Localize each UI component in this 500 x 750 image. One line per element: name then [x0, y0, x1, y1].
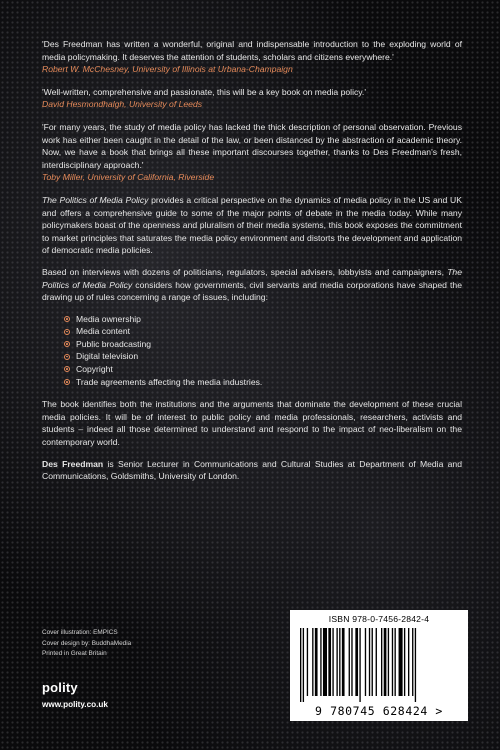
quote-attribution: Toby Miller, University of California, Riverside — [42, 172, 215, 183]
review-quote — [42, 38, 462, 76]
publisher-block — [42, 680, 108, 709]
cover-credits — [42, 628, 131, 660]
publisher-url: www.polity.co.uk — [42, 700, 108, 709]
publisher-logo: polity — [42, 680, 78, 695]
interviews-text-before: Based on interviews with dozens of politicians, regulators, special advisers, lobbyists and campaigners, — [42, 266, 448, 277]
description-paragraph — [42, 194, 462, 257]
barcode-bar — [384, 628, 387, 696]
review-quote — [42, 86, 462, 111]
quote-attribution: Robert W. McChesney, University of Illinois at Urbana-Champaign — [42, 64, 293, 75]
barcode-bar — [332, 628, 333, 696]
barcode-bar — [376, 628, 377, 696]
isbn-label: ISBN 978-0-7456-2842-4 — [328, 614, 430, 624]
credit-line: Printed in Great Britain — [42, 650, 107, 657]
barcode-bar — [303, 628, 304, 702]
list-item — [64, 363, 462, 376]
book-title-italic: The Politics of Media Policy — [42, 266, 462, 290]
list-item — [64, 325, 462, 338]
list-item-label: Digital television — [76, 351, 139, 362]
barcode-number: 9 780745 628424 > — [315, 704, 443, 718]
barcode-bar — [359, 628, 360, 702]
issues-list — [64, 313, 462, 389]
barcode-bar — [381, 628, 382, 696]
bullet-icon — [64, 316, 70, 322]
bullet-icon — [64, 379, 70, 385]
barcode-bar — [328, 628, 331, 696]
bullet-icon — [64, 354, 70, 360]
cover-text-block — [42, 38, 462, 492]
barcode-bar — [395, 628, 396, 696]
barcode-bar — [408, 628, 409, 696]
list-item-label: Media content — [76, 326, 130, 337]
list-item — [64, 350, 462, 363]
interviews-paragraph — [42, 266, 462, 304]
description-text: provides a critical perspective on the dynamics of media policy in the US and UK and offers a comprehensive guide to some of the major points of debate in the media today. While many policymakers boast of the openness and pluralism of their media systems, this book exposes the commitment to market principles that saturates the media policy environment and distorts the development and application of democratic media policies. — [42, 194, 462, 256]
barcode-bar — [388, 628, 389, 696]
barcode-bar — [351, 628, 352, 696]
interviews-text-after: considers how governments, civil servants and media corporations have shaped the drawing up of rules concerning a range of issues, including: — [42, 279, 462, 303]
barcode-bar — [320, 628, 321, 696]
barcode-bar — [342, 628, 345, 696]
barcode-bar — [399, 628, 403, 696]
barcode-bar — [412, 628, 413, 696]
bullet-icon — [64, 366, 70, 372]
barcode-bar — [339, 628, 340, 696]
barcode-bar — [307, 628, 308, 696]
list-item-label: Public broadcasting — [76, 338, 152, 349]
barcode-icon — [298, 628, 460, 702]
barcode-bar — [336, 628, 337, 696]
quote-text: 'For many years, the study of media policy has lacked the thick description of personal observation. Previous work has either been caught in the detail of the law, or been distanced by the abstraction of academic theory. Now, we have a book that brings all these important discourses together, thanks to Des Freedman's fresh, interdisciplinary approach.' — [42, 121, 462, 170]
bullet-icon — [64, 341, 70, 347]
list-item-label: Trade agreements affecting the media industries. — [76, 376, 263, 387]
barcode-bar — [392, 628, 393, 696]
barcode-bar — [312, 628, 313, 696]
barcode-bar — [300, 628, 301, 702]
list-item — [64, 338, 462, 351]
barcode-bar — [369, 628, 370, 696]
barcode-bar — [355, 628, 358, 696]
barcode-bar — [372, 628, 373, 696]
quote-text: 'Des Freedman has written a wonderful, original and indispensable introduction to the exploding world of media policymaking. It deserves the attention of students, scholars and citizens everywhere.' — [42, 39, 462, 62]
book-title-italic: The Politics of Media Policy — [42, 194, 149, 205]
author-bio-text: is Senior Lecturer in Communications and Cultural Studies at Department of Media and Communications, Goldsmiths, University of London. — [42, 458, 462, 482]
credit-line: Cover illustration: EMPICS — [42, 629, 118, 636]
barcode-bar — [365, 628, 366, 696]
author-bio — [42, 458, 462, 483]
barcode-bar — [323, 628, 327, 696]
barcode-bar — [404, 628, 405, 696]
list-item-label: Media ownership — [76, 313, 141, 324]
list-item — [64, 313, 462, 326]
conclusion-paragraph: The book identifies both the institutions and the arguments that dominate the development of these crucial media policies. It will be of interest to public policy and media professionals, researchers, activists and students – indeed all those determined to understand and respond to the impact of neo-liberalism on the contemporary world. — [42, 399, 462, 448]
list-item — [64, 376, 462, 389]
review-quote — [42, 121, 462, 184]
isbn-barcode-box — [290, 610, 468, 721]
barcode-bar — [349, 628, 350, 696]
quote-text: 'Well-written, comprehensive and passionate, this will be a key book on media policy.' — [42, 86, 366, 97]
barcode-bar — [315, 628, 318, 696]
barcode-bar — [415, 628, 416, 702]
credit-line: Cover design by: BuddhaMedia — [42, 639, 132, 647]
bullet-icon — [64, 329, 70, 335]
list-item-label: Copyright — [76, 364, 113, 375]
quote-attribution: David Hesmondhalgh, University of Leeds — [42, 99, 203, 110]
author-name: Des Freedman — [42, 458, 104, 469]
